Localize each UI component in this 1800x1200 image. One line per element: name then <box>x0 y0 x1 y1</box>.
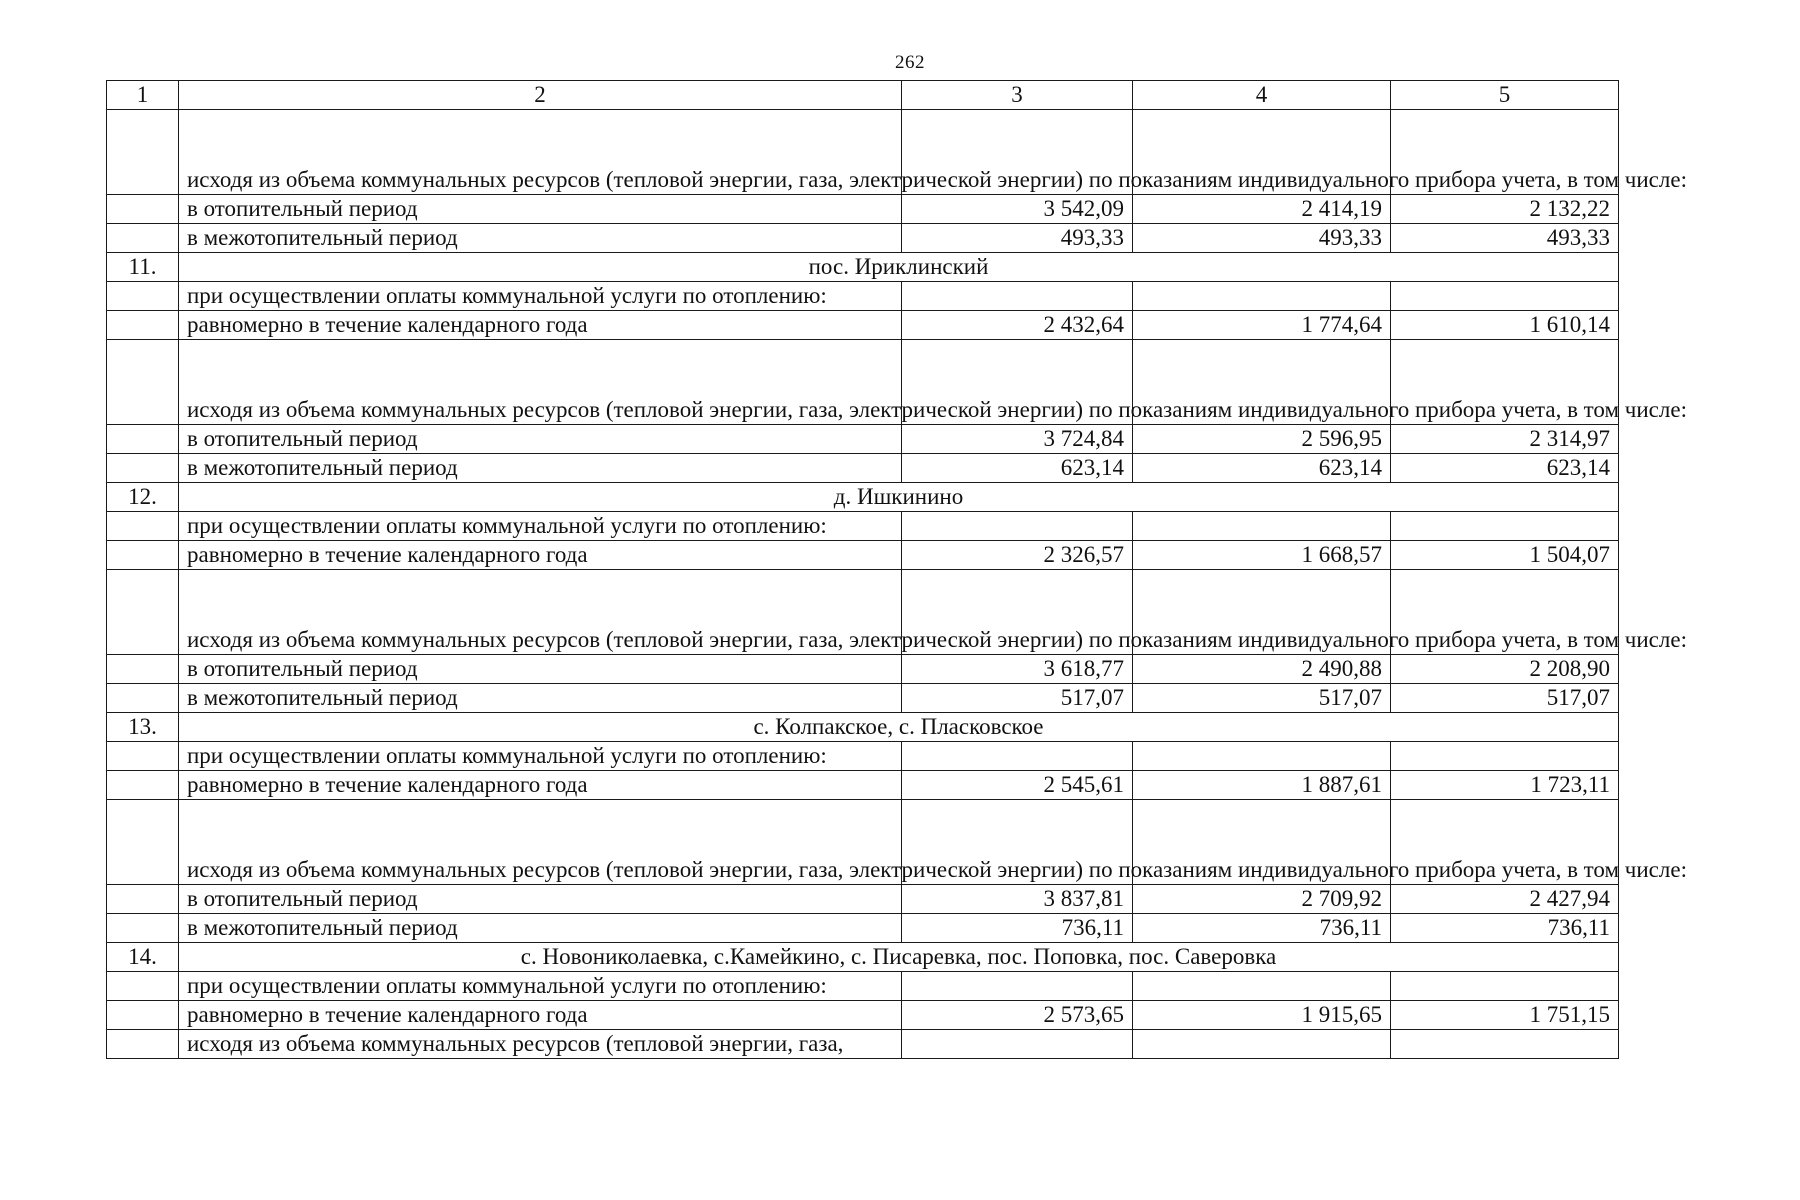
value-col-4: 736,11 <box>1133 914 1391 943</box>
row-description: равномерно в течение календарного года <box>179 541 902 570</box>
value-col-5: 2 132,22 <box>1391 195 1619 224</box>
table-row <box>107 1030 1619 1059</box>
value-col-5: 623,14 <box>1391 454 1619 483</box>
value-col-3 <box>902 282 1133 311</box>
value-col-3 <box>902 972 1133 1001</box>
value-col-3: 2 326,57 <box>902 541 1133 570</box>
row-index <box>107 195 179 224</box>
value-col-5 <box>1391 512 1619 541</box>
section-title: с. Колпакское, с. Пласковское <box>179 713 1619 742</box>
value-col-5: 493,33 <box>1391 224 1619 253</box>
header-col-5: 5 <box>1391 81 1619 110</box>
row-description: при осуществлении оплаты коммунальной услуги по отоплению: <box>179 512 902 541</box>
header-col-3: 3 <box>902 81 1133 110</box>
row-index <box>107 742 179 771</box>
row-description: равномерно в течение календарного года <box>179 1001 902 1030</box>
value-col-4: 1 668,57 <box>1133 541 1391 570</box>
table-row <box>107 110 1619 195</box>
value-col-5: 2 208,90 <box>1391 655 1619 684</box>
value-col-5: 517,07 <box>1391 684 1619 713</box>
table-row <box>107 800 1619 885</box>
row-index <box>107 425 179 454</box>
table-row <box>107 425 1619 454</box>
table-row <box>107 512 1619 541</box>
value-col-3 <box>902 1030 1133 1059</box>
value-col-4 <box>1133 972 1391 1001</box>
table-row <box>107 541 1619 570</box>
table-row <box>107 282 1619 311</box>
value-col-3: 3 724,84 <box>902 425 1133 454</box>
row-description: в межотопительный период <box>179 914 902 943</box>
value-col-3 <box>902 742 1133 771</box>
value-col-5: 1 751,15 <box>1391 1001 1619 1030</box>
header-col-4: 4 <box>1133 81 1391 110</box>
value-col-4: 517,07 <box>1133 684 1391 713</box>
page-number: 262 <box>895 52 925 73</box>
value-col-5 <box>1391 282 1619 311</box>
header-col-1: 1 <box>107 81 179 110</box>
value-col-3: 3 837,81 <box>902 885 1133 914</box>
row-description: равномерно в течение календарного года <box>179 771 902 800</box>
value-col-3: 623,14 <box>902 454 1133 483</box>
row-description: в отопительный период <box>179 195 902 224</box>
value-col-4: 493,33 <box>1133 224 1391 253</box>
section-index: 13. <box>107 713 179 742</box>
section-title: пос. Ириклинский <box>179 253 1619 282</box>
row-index <box>107 311 179 340</box>
section-row <box>107 483 1619 512</box>
value-col-5 <box>1391 1030 1619 1059</box>
section-index: 14. <box>107 943 179 972</box>
row-description: в межотопительный период <box>179 454 902 483</box>
table-row <box>107 311 1619 340</box>
value-col-4 <box>1133 1030 1391 1059</box>
value-col-4 <box>1133 282 1391 311</box>
value-col-4 <box>1133 512 1391 541</box>
row-index <box>107 885 179 914</box>
value-col-3: 2 573,65 <box>902 1001 1133 1030</box>
value-col-5 <box>1391 972 1619 1001</box>
row-index <box>107 110 179 195</box>
value-col-5: 736,11 <box>1391 914 1619 943</box>
row-description: исходя из объема коммунальных ресурсов (тепловой энергии, газа, электрической энергии) по показаниям индивидуального прибора учета, в том числе: <box>179 340 902 425</box>
value-col-5: 1 723,11 <box>1391 771 1619 800</box>
row-index <box>107 655 179 684</box>
section-row <box>107 713 1619 742</box>
value-col-3: 493,33 <box>902 224 1133 253</box>
row-description: при осуществлении оплаты коммунальной услуги по отоплению: <box>179 742 902 771</box>
row-index <box>107 282 179 311</box>
section-index: 12. <box>107 483 179 512</box>
tariff-table <box>106 80 1687 1059</box>
table-row <box>107 1001 1619 1030</box>
value-col-3: 2 432,64 <box>902 311 1133 340</box>
row-index <box>107 454 179 483</box>
value-col-5: 2 314,97 <box>1391 425 1619 454</box>
row-index <box>107 512 179 541</box>
value-col-3: 3 542,09 <box>902 195 1133 224</box>
value-col-4: 2 414,19 <box>1133 195 1391 224</box>
row-index <box>107 771 179 800</box>
value-col-4: 1 774,64 <box>1133 311 1391 340</box>
value-col-5: 1 504,07 <box>1391 541 1619 570</box>
value-col-4: 2 596,95 <box>1133 425 1391 454</box>
header-col-2: 2 <box>179 81 902 110</box>
table-row <box>107 972 1619 1001</box>
table-row <box>107 340 1619 425</box>
row-description: исходя из объема коммунальных ресурсов (тепловой энергии, газа, электрической энергии) по показаниям индивидуального прибора учета, в том числе: <box>179 110 902 195</box>
section-row <box>107 253 1619 282</box>
table-row <box>107 771 1619 800</box>
table-row <box>107 655 1619 684</box>
section-index: 11. <box>107 253 179 282</box>
row-description: исходя из объема коммунальных ресурсов (тепловой энергии, газа, электрической энергии) по показаниям индивидуального прибора учета, в том числе: <box>179 800 902 885</box>
row-index <box>107 224 179 253</box>
table-row <box>107 224 1619 253</box>
row-description: исходя из объема коммунальных ресурсов (тепловой энергии, газа, электрической энергии) по показаниям индивидуального прибора учета, в том числе: <box>179 570 902 655</box>
section-title: д. Ишкинино <box>179 483 1619 512</box>
table-row <box>107 195 1619 224</box>
row-index <box>107 570 179 655</box>
value-col-4: 623,14 <box>1133 454 1391 483</box>
row-index <box>107 1001 179 1030</box>
table-row <box>107 742 1619 771</box>
tariff-table-body <box>107 81 1687 1059</box>
row-index <box>107 340 179 425</box>
row-index <box>107 1030 179 1059</box>
value-col-3: 3 618,77 <box>902 655 1133 684</box>
row-index <box>107 914 179 943</box>
value-col-5: 2 427,94 <box>1391 885 1619 914</box>
table-row <box>107 914 1619 943</box>
row-index <box>107 972 179 1001</box>
value-col-4 <box>1133 742 1391 771</box>
column-number-header <box>107 81 1619 110</box>
table-row <box>107 684 1619 713</box>
section-title: с. Новониколаевка, с.Камейкино, с. Писаревка, пос. Поповка, пос. Саверовка <box>179 943 1619 972</box>
row-description: равномерно в течение календарного года <box>179 311 902 340</box>
row-description: в отопительный период <box>179 655 902 684</box>
row-description: в межотопительный период <box>179 224 902 253</box>
value-col-3: 517,07 <box>902 684 1133 713</box>
value-col-4: 1 915,65 <box>1133 1001 1391 1030</box>
row-index <box>107 541 179 570</box>
table-row <box>107 570 1619 655</box>
value-col-4: 1 887,61 <box>1133 771 1391 800</box>
row-description: при осуществлении оплаты коммунальной услуги по отоплению: <box>179 282 902 311</box>
value-col-5: 1 610,14 <box>1391 311 1619 340</box>
value-col-3: 2 545,61 <box>902 771 1133 800</box>
table-row <box>107 885 1619 914</box>
row-description: в отопительный период <box>179 425 902 454</box>
value-col-4: 2 709,92 <box>1133 885 1391 914</box>
row-index <box>107 684 179 713</box>
value-col-3: 736,11 <box>902 914 1133 943</box>
row-description: при осуществлении оплаты коммунальной услуги по отоплению: <box>179 972 902 1001</box>
row-index <box>107 800 179 885</box>
row-description: в межотопительный период <box>179 684 902 713</box>
table-row <box>107 454 1619 483</box>
value-col-4: 2 490,88 <box>1133 655 1391 684</box>
row-description: исходя из объема коммунальных ресурсов (тепловой энергии, газа, <box>179 1030 902 1059</box>
section-row <box>107 943 1619 972</box>
value-col-3 <box>902 512 1133 541</box>
row-description: в отопительный период <box>179 885 902 914</box>
value-col-5 <box>1391 742 1619 771</box>
